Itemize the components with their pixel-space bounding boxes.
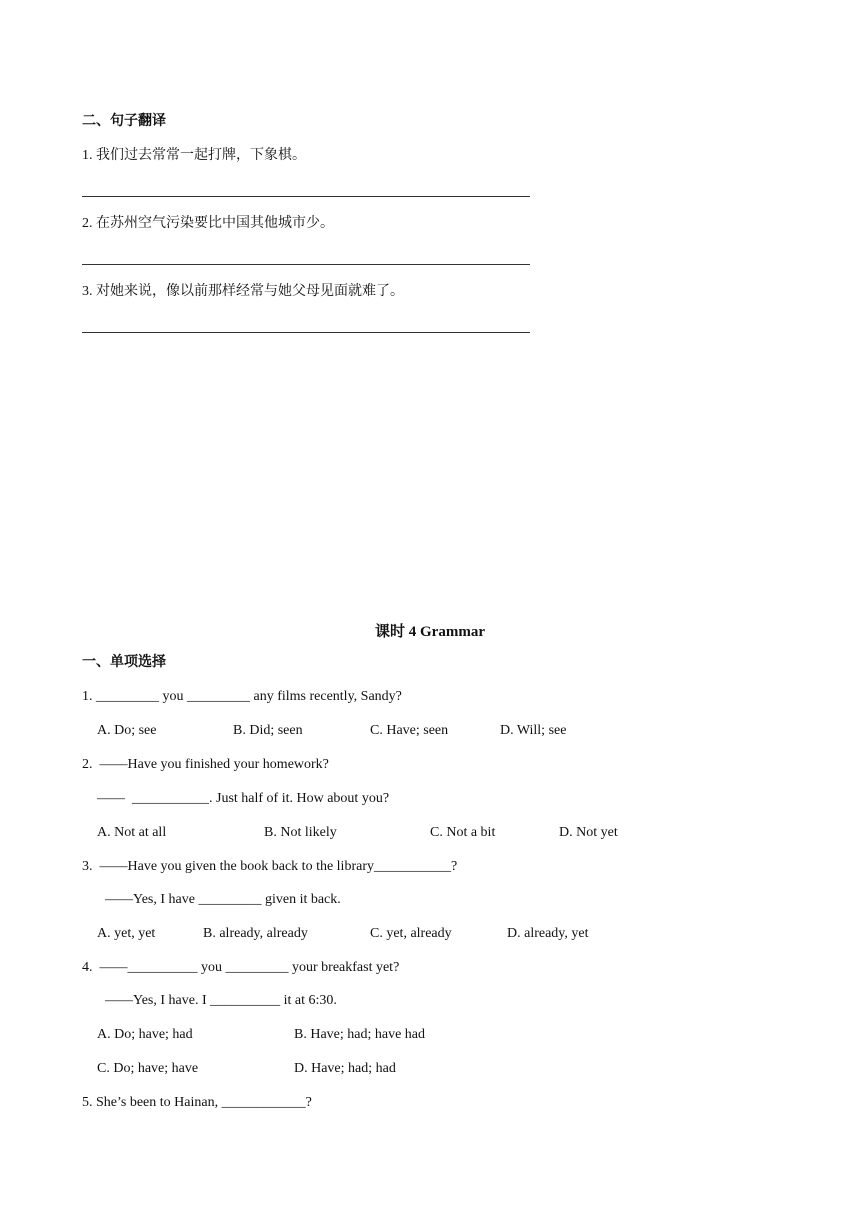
q1-option-a: A. Do; see (97, 723, 157, 738)
question-2-reply: —— ___________. Just half of it. How about you? (97, 791, 390, 806)
translation-item-1: 1. 我们过去常常一起打牌，下象棋。 (82, 148, 306, 163)
q2-option-c: C. Not a bit (430, 825, 496, 840)
question-3-stem: 3. ——Have you given the book back to the library___________? (82, 859, 458, 874)
q2-option-a: A. Not at all (97, 825, 167, 840)
q2-option-d: D. Not yet (559, 825, 618, 840)
question-4-reply: ——Yes, I have. I __________ it at 6:30. (105, 993, 337, 1008)
q3-option-c: C. yet, already (370, 926, 452, 941)
q3-option-b: B. already, already (203, 926, 308, 941)
answer-line-3 (82, 332, 530, 333)
translation-item-3: 3. 对她来说，像以前那样经常与她父母见面就难了。 (82, 284, 404, 299)
q4-option-a: A. Do; have; had (97, 1027, 193, 1042)
answer-line-1 (82, 196, 530, 197)
q1-option-b: B. Did; seen (233, 723, 303, 738)
q1-option-c: C. Have; seen (370, 723, 449, 738)
answer-line-2 (82, 264, 530, 265)
translation-item-2: 2. 在苏州空气污染要比中国其他城市少。 (82, 216, 334, 231)
q4-option-c: C. Do; have; have (97, 1061, 199, 1076)
q1-option-d: D. Will; see (500, 723, 567, 738)
question-1-stem: 1. _________ you _________ any films recently, Sandy? (82, 689, 402, 704)
lesson-title: 课时 4 Grammar (375, 624, 485, 640)
q3-option-d: D. already, yet (507, 926, 589, 941)
q4-option-d: D. Have; had; had (294, 1061, 396, 1076)
q3-option-a: A. yet, yet (97, 926, 156, 941)
section-heading-choice: 一、单项选择 (82, 655, 166, 670)
question-3-reply: ——Yes, I have _________ given it back. (105, 892, 341, 907)
q4-option-b: B. Have; had; have had (294, 1027, 426, 1042)
section-heading-translation: 二、句子翻译 (82, 114, 166, 129)
q2-option-b: B. Not likely (264, 825, 337, 840)
question-5-stem: 5. She’s been to Hainan, ____________? (82, 1095, 312, 1110)
question-2-stem: 2. ——Have you finished your homework? (82, 757, 329, 772)
question-4-stem: 4. ——__________ you _________ your breakfast yet? (82, 960, 400, 975)
